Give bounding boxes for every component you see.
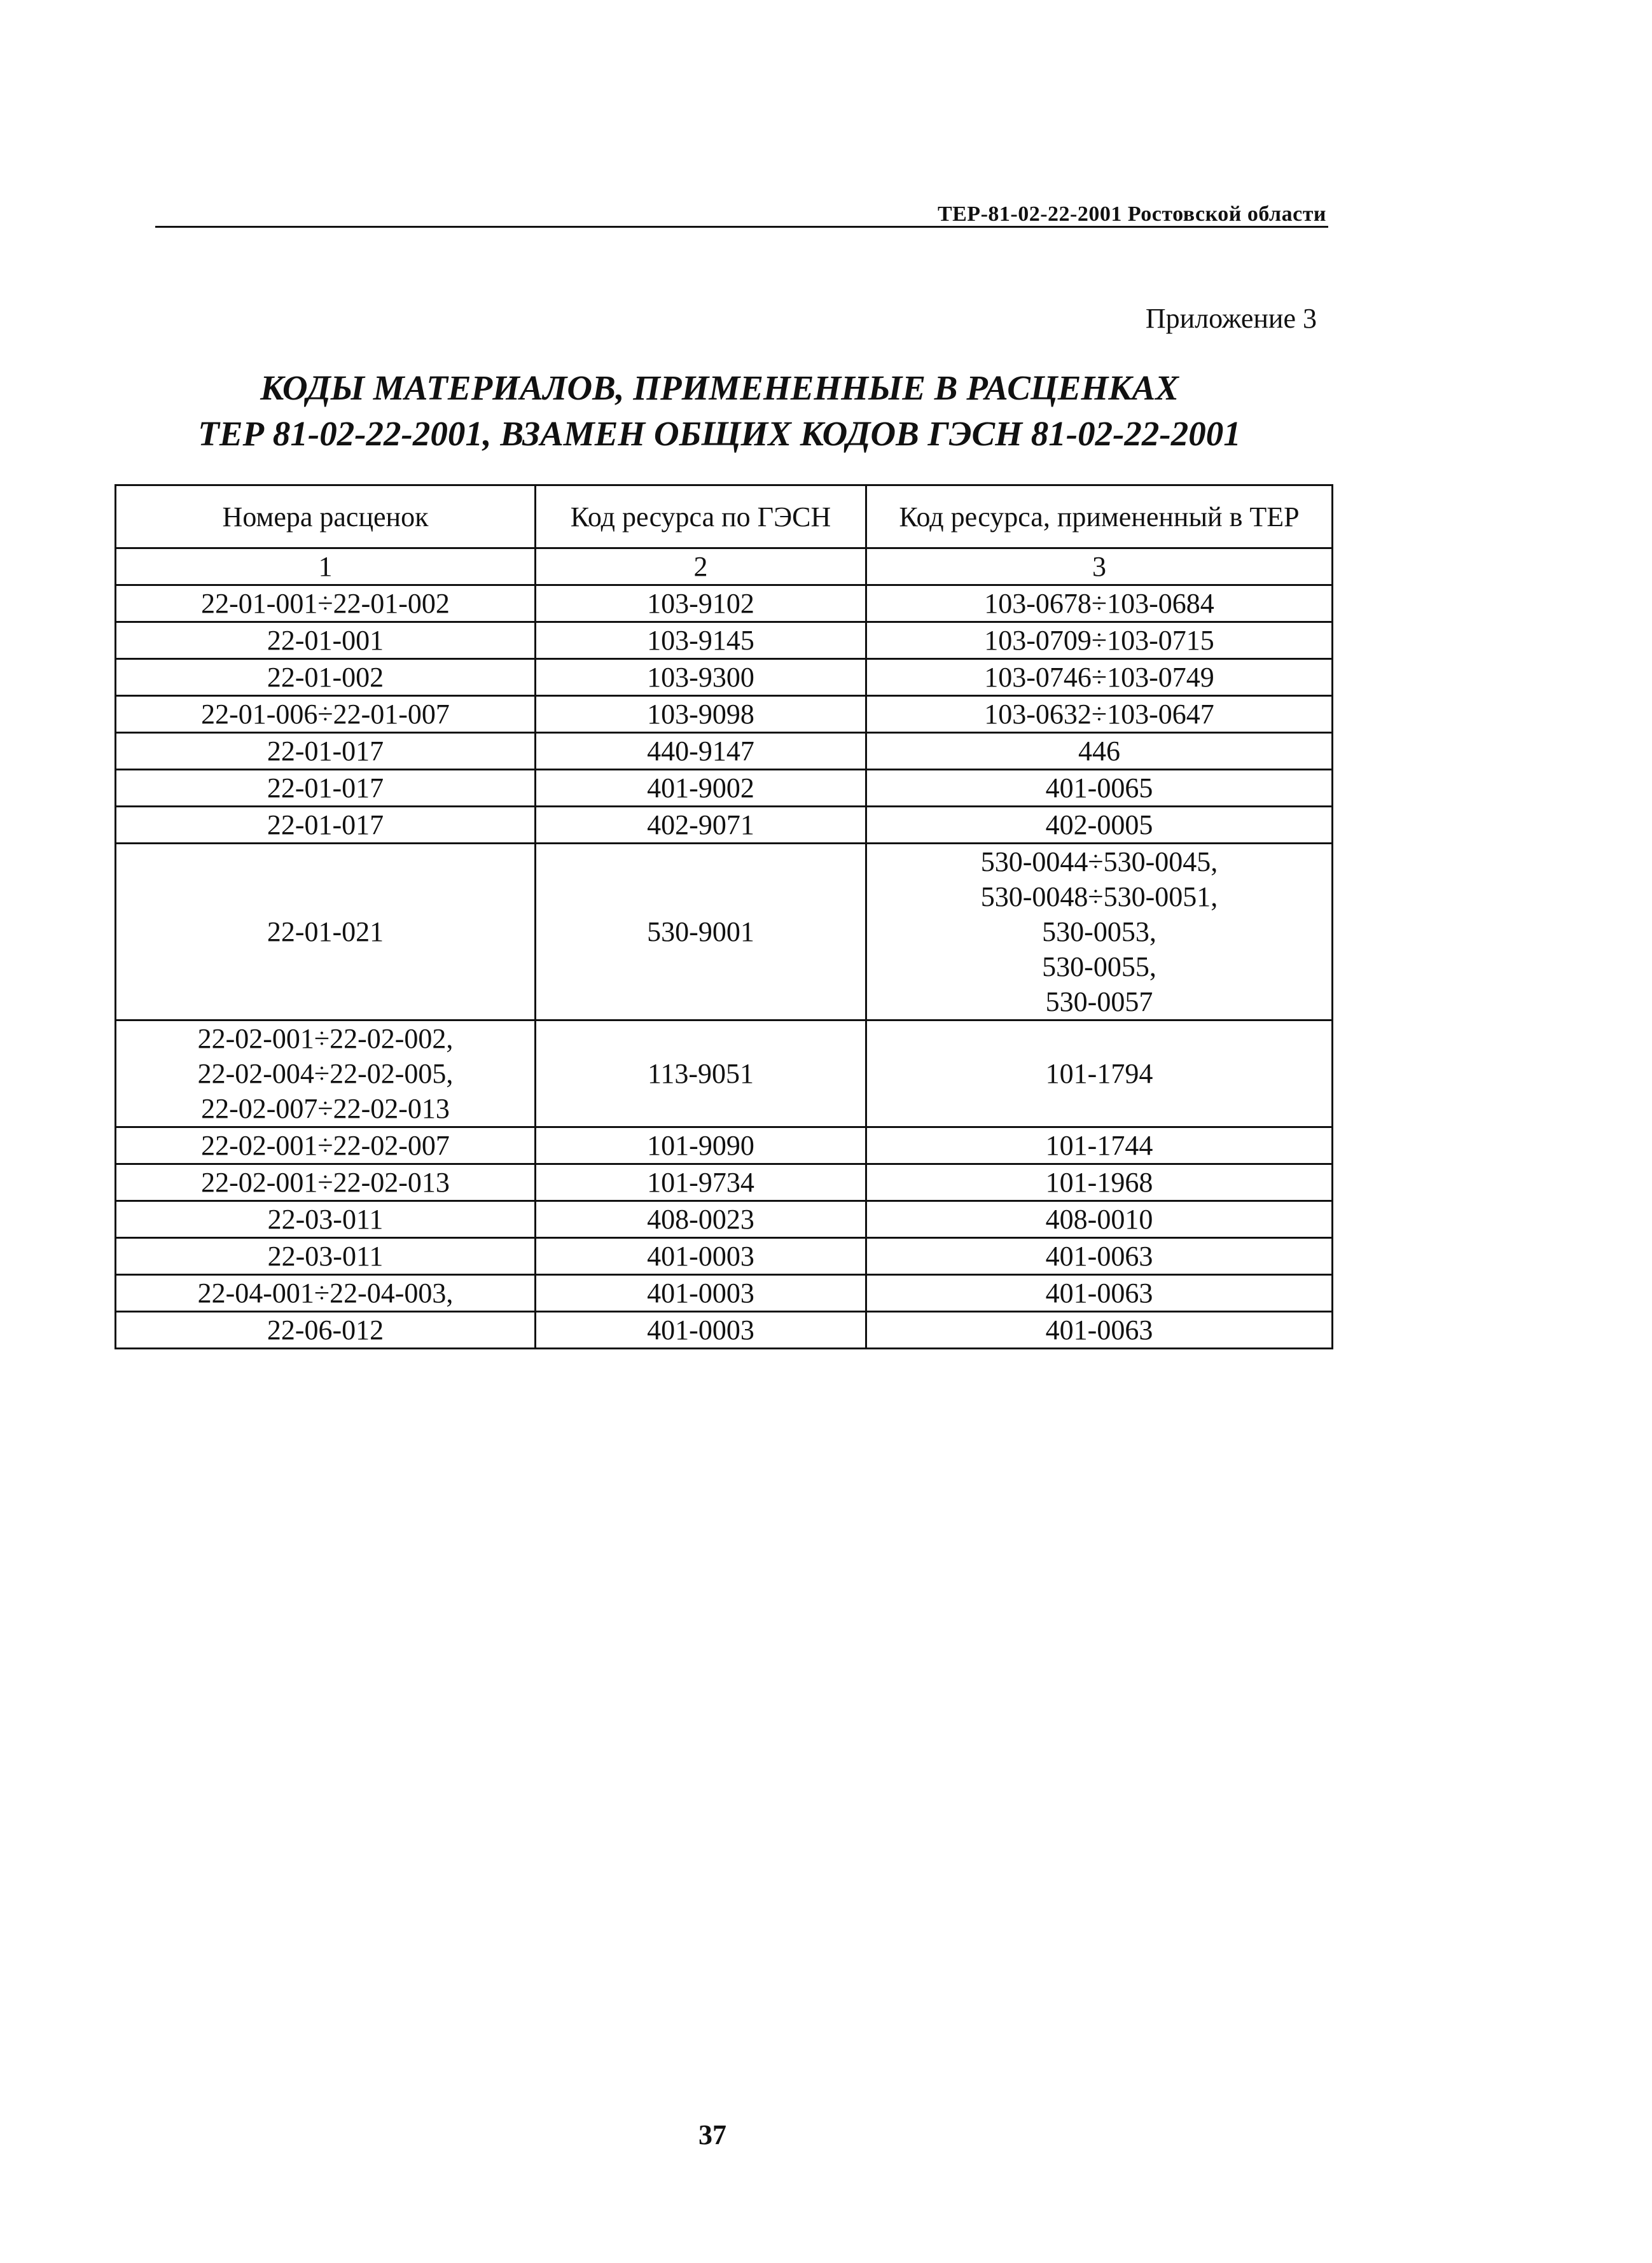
rate-number-line: 22-02-001÷22-02-007 xyxy=(201,1130,450,1161)
ter-code-line: 530-0057 xyxy=(1045,986,1153,1017)
table-row xyxy=(116,696,1333,733)
table-row xyxy=(116,585,1333,622)
rate-numbers-cell xyxy=(116,1164,536,1201)
rate-numbers-cell xyxy=(116,1201,536,1238)
gesn-code-cell: 101-9090 xyxy=(536,1127,866,1164)
gesn-code-cell: 103-9102 xyxy=(536,585,866,622)
column-number-row xyxy=(116,548,1333,585)
ter-code-cell xyxy=(866,844,1333,1020)
rate-number-line: 22-01-021 xyxy=(267,916,384,947)
ter-code-line: 530-0053, xyxy=(1042,916,1156,947)
ter-code-line: 401-0063 xyxy=(1045,1314,1153,1346)
rate-number-line: 22-02-001÷22-02-013 xyxy=(201,1167,450,1198)
ter-code-line: 101-1794 xyxy=(1045,1058,1153,1089)
rate-numbers-cell xyxy=(116,1312,536,1349)
rate-number-line: 22-02-001÷22-02-002, xyxy=(197,1023,454,1054)
gesn-code-cell: 401-0003 xyxy=(536,1275,866,1312)
gesn-code-cell: 530-9001 xyxy=(536,844,866,1020)
rate-numbers-cell xyxy=(116,807,536,844)
rate-number-line: 22-01-002 xyxy=(267,662,384,693)
table-row xyxy=(116,622,1333,659)
rate-number-line: 22-04-001÷22-04-003, xyxy=(197,1278,454,1309)
table-row xyxy=(116,1164,1333,1201)
column-number: 3 xyxy=(866,548,1333,585)
appendix-label: Приложение 3 xyxy=(1145,303,1317,334)
rate-numbers-cell xyxy=(116,585,536,622)
column-number: 1 xyxy=(116,548,536,585)
gesn-code-cell: 103-9098 xyxy=(536,696,866,733)
ter-code-line: 401-0063 xyxy=(1045,1278,1153,1309)
material-codes-table xyxy=(115,484,1333,1349)
header-rule xyxy=(155,226,1328,228)
ter-code-cell xyxy=(866,1164,1333,1201)
table-row xyxy=(116,1201,1333,1238)
table-row xyxy=(116,770,1333,807)
column-header-ter-code: Код ресурса, примененный в ТЕР xyxy=(866,485,1333,548)
ter-code-cell xyxy=(866,1201,1333,1238)
ter-code-line: 101-1744 xyxy=(1045,1130,1153,1161)
rate-numbers-cell xyxy=(116,733,536,770)
ter-code-line: 530-0048÷530-0051, xyxy=(980,881,1218,912)
ter-code-line: 401-0065 xyxy=(1045,772,1153,804)
rate-numbers-cell xyxy=(116,1020,536,1127)
rate-number-line: 22-01-001÷22-01-002 xyxy=(201,588,450,619)
gesn-code-cell: 408-0023 xyxy=(536,1201,866,1238)
table-row xyxy=(116,659,1333,696)
table-row xyxy=(116,807,1333,844)
ter-code-cell xyxy=(866,585,1333,622)
rate-numbers-cell xyxy=(116,770,536,807)
table-row xyxy=(116,1275,1333,1312)
document-title-line-2: ТЕР 81-02-22-2001, ВЗАМЕН ОБЩИХ КОДОВ ГЭСН 81-02-22-2001 xyxy=(198,414,1241,453)
table-row xyxy=(116,1020,1333,1127)
ter-code-cell xyxy=(866,1312,1333,1349)
ter-code-cell xyxy=(866,1127,1333,1164)
ter-code-cell xyxy=(866,807,1333,844)
rate-number-line: 22-03-011 xyxy=(267,1204,384,1235)
ter-code-cell xyxy=(866,770,1333,807)
gesn-code-cell: 401-0003 xyxy=(536,1312,866,1349)
rate-number-line: 22-02-007÷22-02-013 xyxy=(201,1093,450,1124)
rate-number-line: 22-02-004÷22-02-005, xyxy=(197,1058,454,1089)
table-row xyxy=(116,1238,1333,1275)
ter-code-line: 530-0055, xyxy=(1042,951,1156,982)
column-header-gesn-code: Код ресурса по ГЭСН xyxy=(536,485,866,548)
ter-code-line: 402-0005 xyxy=(1045,809,1153,840)
ter-code-line: 103-0632÷103-0647 xyxy=(984,699,1214,730)
gesn-code-cell: 113-9051 xyxy=(536,1020,866,1127)
rate-number-line: 22-01-006÷22-01-007 xyxy=(201,699,450,730)
ter-code-line: 101-1968 xyxy=(1045,1167,1153,1198)
rate-numbers-cell xyxy=(116,1275,536,1312)
rate-number-line: 22-01-017 xyxy=(267,735,384,767)
gesn-code-cell: 402-9071 xyxy=(536,807,866,844)
ter-code-line: 408-0010 xyxy=(1045,1204,1153,1235)
ter-code-line: 446 xyxy=(1078,735,1120,767)
table-row xyxy=(116,1127,1333,1164)
table-body xyxy=(116,585,1333,1349)
rate-numbers-cell xyxy=(116,844,536,1020)
rate-numbers-cell xyxy=(116,1127,536,1164)
ter-code-cell xyxy=(866,1238,1333,1275)
rate-numbers-cell xyxy=(116,659,536,696)
rate-numbers-cell xyxy=(116,1238,536,1275)
rate-number-line: 22-01-017 xyxy=(267,809,384,840)
table-row xyxy=(116,733,1333,770)
gesn-code-cell: 401-0003 xyxy=(536,1238,866,1275)
gesn-code-cell: 101-9734 xyxy=(536,1164,866,1201)
gesn-code-cell: 401-9002 xyxy=(536,770,866,807)
gesn-code-cell: 103-9300 xyxy=(536,659,866,696)
ter-code-cell xyxy=(866,1020,1333,1127)
page-number: 37 xyxy=(698,2119,726,2150)
gesn-code-cell: 440-9147 xyxy=(536,733,866,770)
running-header: ТЕР-81-02-22-2001 Ростовской области xyxy=(937,202,1326,226)
rate-number-line: 22-06-012 xyxy=(267,1314,384,1346)
rate-number-line: 22-03-011 xyxy=(267,1241,384,1272)
ter-code-line: 401-0063 xyxy=(1045,1241,1153,1272)
rate-numbers-cell xyxy=(116,696,536,733)
rate-numbers-cell xyxy=(116,622,536,659)
column-header-rate-numbers: Номера расценок xyxy=(116,485,536,548)
rate-number-line: 22-01-017 xyxy=(267,772,384,804)
ter-code-cell xyxy=(866,659,1333,696)
ter-code-cell xyxy=(866,696,1333,733)
ter-code-cell xyxy=(866,622,1333,659)
rate-number-line: 22-01-001 xyxy=(267,625,384,656)
table-row xyxy=(116,844,1333,1020)
ter-code-cell xyxy=(866,1275,1333,1312)
ter-code-line: 103-0746÷103-0749 xyxy=(984,662,1214,693)
ter-code-line: 530-0044÷530-0045, xyxy=(980,846,1218,877)
ter-code-line: 103-0709÷103-0715 xyxy=(984,625,1214,656)
column-number: 2 xyxy=(536,548,866,585)
table-header-row xyxy=(116,485,1333,548)
gesn-code-cell: 103-9145 xyxy=(536,622,866,659)
table-row xyxy=(116,1312,1333,1349)
ter-code-cell xyxy=(866,733,1333,770)
ter-code-line: 103-0678÷103-0684 xyxy=(984,588,1214,619)
document-title-line-1: КОДЫ МАТЕРИАЛОВ, ПРИМЕНЕННЫЕ В РАСЦЕНКАХ xyxy=(260,368,1179,407)
